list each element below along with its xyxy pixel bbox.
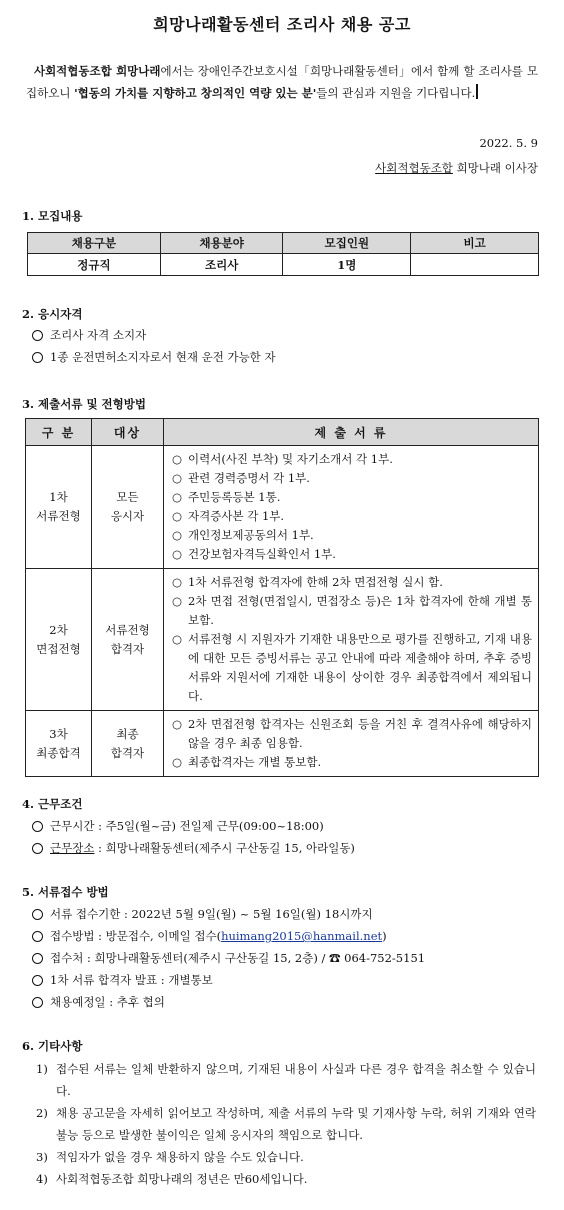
circle-bullet-icon: [32, 909, 43, 920]
list-item: 1종 운전면허소지자로서 현재 운전 가능한 자: [32, 349, 276, 365]
section-2-heading: 2. 응시자격: [22, 307, 83, 321]
list-item: 근무장소 : 희망나래활동센터(제주시 구산동길 15, 아라일동): [32, 840, 355, 856]
list-item: 접수처 : 희망나래활동센터(제주시 구산동길 15, 2층) / ☎ 064-752-5151: [32, 950, 425, 966]
section-1-heading: 1. 모집내용: [22, 209, 83, 223]
circle-bullet-icon: [32, 843, 43, 854]
docs-cell: [164, 569, 539, 711]
intro-text-1: 에서는 장애인주간보호시설「희망나래활동센터」에서 함께 할 조리사를 모집하오니: [26, 64, 538, 100]
target-cell: 서류전형 합격자: [92, 569, 164, 711]
circle-bullet-icon: [32, 975, 43, 986]
circle-bullet-icon: ○: [172, 509, 183, 523]
table-header: 채용구분: [28, 233, 161, 254]
table-header: 구 분: [26, 419, 92, 446]
table-header: 모집인원: [283, 233, 411, 254]
target-cell: 모든 응시자: [92, 446, 164, 569]
stage-cell: 3차 최종합격: [26, 711, 92, 777]
table-row: [28, 254, 539, 276]
table-header-row: [28, 233, 539, 254]
section-6-heading: 6. 기타사항: [22, 1039, 83, 1053]
numbered-item: 4) 사회적협동조합 희망나래의 정년은 만60세입니다.: [36, 1172, 308, 1186]
list-item: 채용예정일 : 추후 협의: [32, 994, 165, 1010]
circle-bullet-icon: [32, 931, 43, 942]
doc-item: ○ 1차 서류전형 합격자에 한해 2차 면접전형 실시 함.: [172, 573, 532, 592]
doc-item: ○ 주민등록등본 1통.: [172, 488, 532, 507]
table-row: [26, 569, 539, 711]
doc-item: ○ 2차 면접전형 합격자는 신원조회 등을 거친 후 결격사유에 해당하지 않을 경우 최종 임용함.: [172, 715, 532, 753]
list-item: 접수방법 : 방문접수, 이메일 접수( huimang2015@hanmail.net ): [32, 928, 387, 944]
section-4-heading: 4. 근무조건: [22, 797, 83, 811]
text-cursor: [476, 84, 478, 99]
circle-bullet-icon: ○: [172, 717, 183, 731]
doc-item: ○ 개인정보제공동의서 1부.: [172, 526, 532, 545]
table-header: 비고: [411, 233, 539, 254]
circle-bullet-icon: ○: [172, 471, 183, 485]
docs-cell: [164, 446, 539, 569]
intro-text-2: 들의 관심과 지원을 기다립니다.: [316, 86, 476, 100]
table-header: 제 출 서 류: [164, 419, 539, 446]
circle-bullet-icon: ○: [172, 490, 183, 504]
target-cell: 최종 합격자: [92, 711, 164, 777]
table-row: [26, 711, 539, 777]
intro-paragraph: [26, 60, 538, 104]
doc-item: ○ 자격증사본 각 1부.: [172, 507, 532, 526]
numbered-item: 2) 채용 공고문을 자세히 읽어보고 작성하며, 제출 서류의 누락 및 기재사항 누락, 허위 기재와 연락불능 등으로 발생한 불이익은 일체 응시자의 책임으로 합니다.: [36, 1106, 536, 1142]
circle-bullet-icon: ○: [172, 632, 183, 646]
circle-bullet-icon: ○: [172, 755, 183, 769]
screening-table: [25, 418, 539, 777]
docs-cell: [164, 711, 539, 777]
stage-cell: 1차 서류전형: [26, 446, 92, 569]
circle-bullet-icon: [32, 330, 43, 341]
table-header: 채용분야: [160, 233, 283, 254]
list-item: 근무시간 : 주5일(월~금) 전일제 근무(09:00~18:00): [32, 818, 324, 834]
circle-bullet-icon: [32, 352, 43, 363]
doc-item: ○ 2차 면접 전형(면접일시, 면접장소 등)은 1차 합격자에 한해 개별 통보함.: [172, 592, 532, 630]
table-cell: 조리사: [160, 254, 283, 276]
table-header-row: [26, 419, 539, 446]
list-item: 서류 접수기한 : 2022년 5월 9일(월) ~ 5월 16일(월) 18시까지: [32, 906, 373, 922]
recruit-table: [27, 232, 539, 276]
circle-bullet-icon: [32, 953, 43, 964]
circle-bullet-icon: ○: [172, 575, 183, 589]
doc-item: ○ 이력서(사진 부착) 및 자기소개서 각 1부.: [172, 450, 532, 469]
list-item: 조리사 자격 소지자: [32, 327, 146, 343]
circle-bullet-icon: ○: [172, 528, 183, 542]
intro-quote: '협동의 가치를 지향하고 창의적인 역량 있는 분': [74, 86, 317, 100]
intro-org: 사회적협동조합 희망나래: [33, 64, 161, 78]
table-cell: 1명: [283, 254, 411, 276]
circle-bullet-icon: [32, 997, 43, 1008]
numbered-item: 1) 접수된 서류는 일체 반환하지 않으며, 기재된 내용이 사실과 다른 경우 합격을 취소할 수 있습니다.: [36, 1062, 536, 1098]
notice-date: 2022. 5. 9: [479, 136, 538, 150]
section-5-heading: 5. 서류접수 방법: [22, 885, 109, 899]
doc-item: ○ 관련 경력증명서 각 1부.: [172, 469, 532, 488]
email-link[interactable]: huimang2015@hanmail.net: [221, 929, 383, 943]
list-item: 1차 서류 합격자 발표 : 개별통보: [32, 972, 213, 988]
page-title: 희망나래활동센터 조리사 채용 공고: [153, 15, 411, 34]
numbered-item: 3) 적임자가 없을 경우 채용하지 않을 수도 있습니다.: [36, 1150, 304, 1164]
table-row: [26, 446, 539, 569]
doc-item: ○ 서류전형 시 지원자가 기재한 내용만으로 평가를 진행하고, 기재 내용에 대한 모든 증빙서류는 공고 안내에 따라 제출해야 하며, 추후 증빙서류와 지원서에 기재한 내용이 상이한 경우 최종합격에서 제외됩니다.: [172, 630, 532, 706]
table-cell: [411, 254, 539, 276]
circle-bullet-icon: ○: [172, 452, 183, 466]
doc-item: ○ 최종합격자는 개별 통보함.: [172, 753, 532, 772]
notice-signature: [375, 160, 538, 176]
circle-bullet-icon: [32, 821, 43, 832]
table-header: 대상: [92, 419, 164, 446]
stage-cell: 2차 면접전형: [26, 569, 92, 711]
table-cell: 정규직: [28, 254, 161, 276]
doc-item: ○ 건강보험자격득실확인서 1부.: [172, 545, 532, 564]
signature-rest: 희망나래 이사장: [452, 161, 538, 175]
circle-bullet-icon: ○: [172, 594, 183, 608]
signature-org: 사회적협동조합: [375, 161, 453, 175]
circle-bullet-icon: ○: [172, 547, 183, 561]
section-3-heading: 3. 제출서류 및 전형방법: [22, 397, 146, 411]
